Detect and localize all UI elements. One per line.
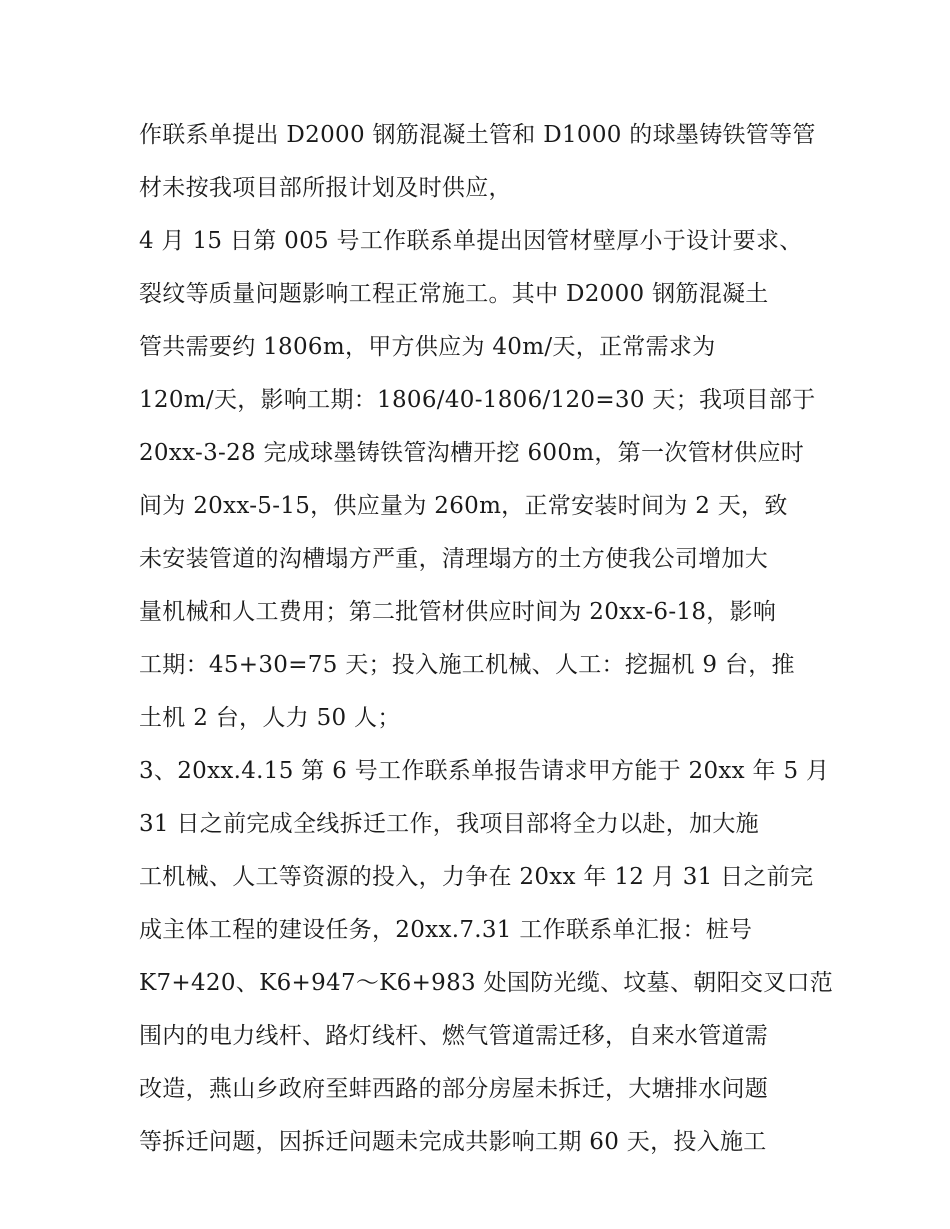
text-line: 裂纹等质量问题影响工程正常施工。其中 D2000 钢筋混凝土 (139, 281, 769, 307)
text-line: 工期：45+30=75 天；投入施工机械、人工：挖掘机 9 台，推 (139, 652, 795, 678)
text-line: 120m/天，影响工期：1806/40-1806/120=30 天；我项目部于 (139, 387, 816, 413)
text-line: 未安装管道的沟槽塌方严重，清理塌方的土方使我公司增加大 (139, 546, 769, 572)
text-line: 管共需要约 1806m，甲方供应为 40m/天，正常需求为 (139, 334, 716, 360)
text-line: 改造，燕山乡政府至蚌西路的部分房屋未拆迁，大塘排水问题 (139, 1076, 769, 1102)
text-line: 等拆迁问题，因拆迁问题未完成共影响工期 60 天，投入施工 (139, 1129, 767, 1155)
text-line: 20xx-3-28 完成球墨铸铁管沟槽开挖 600m，第一次管材供应时 (139, 440, 805, 466)
text-line: 成主体工程的建设任务，20xx.7.31 工作联系单汇报：桩号 (139, 917, 753, 943)
text-line: 材未按我项目部所报计划及时供应， (139, 175, 512, 201)
text-line: 31 日之前完成全线拆迁工作，我项目部将全力以赴，加大施 (139, 811, 759, 837)
text-line: 工机械、人工等资源的投入，力争在 20xx 年 12 月 31 日之前完 (139, 864, 814, 890)
text-line: 量机械和人工费用；第二批管材供应时间为 20xx-6-18，影响 (139, 599, 777, 625)
text-line: 土机 2 台，人力 50 人； (139, 705, 401, 731)
text-line: 4 月 15 日第 005 号工作联系单提出因管材壁厚小于设计要求、 (139, 228, 803, 254)
text-line: 3、20xx.4.15 第 6 号工作联系单报告请求甲方能于 20xx 年 5 月 (139, 758, 830, 784)
text-line: K7+420、K6+947～K6+983 处国防光缆、坟墓、朝阳交叉口范 (139, 970, 834, 996)
text-line: 作联系单提出 D2000 钢筋混凝土管和 D1000 的球墨铸铁管等管 (139, 122, 816, 148)
text-line: 围内的电力线杆、路灯线杆、燃气管道需迁移，自来水管道需 (139, 1023, 769, 1049)
text-line: 间为 20xx-5-15，供应量为 260m，正常安装时间为 2 天，致 (139, 493, 788, 519)
document-body (139, 109, 834, 1169)
